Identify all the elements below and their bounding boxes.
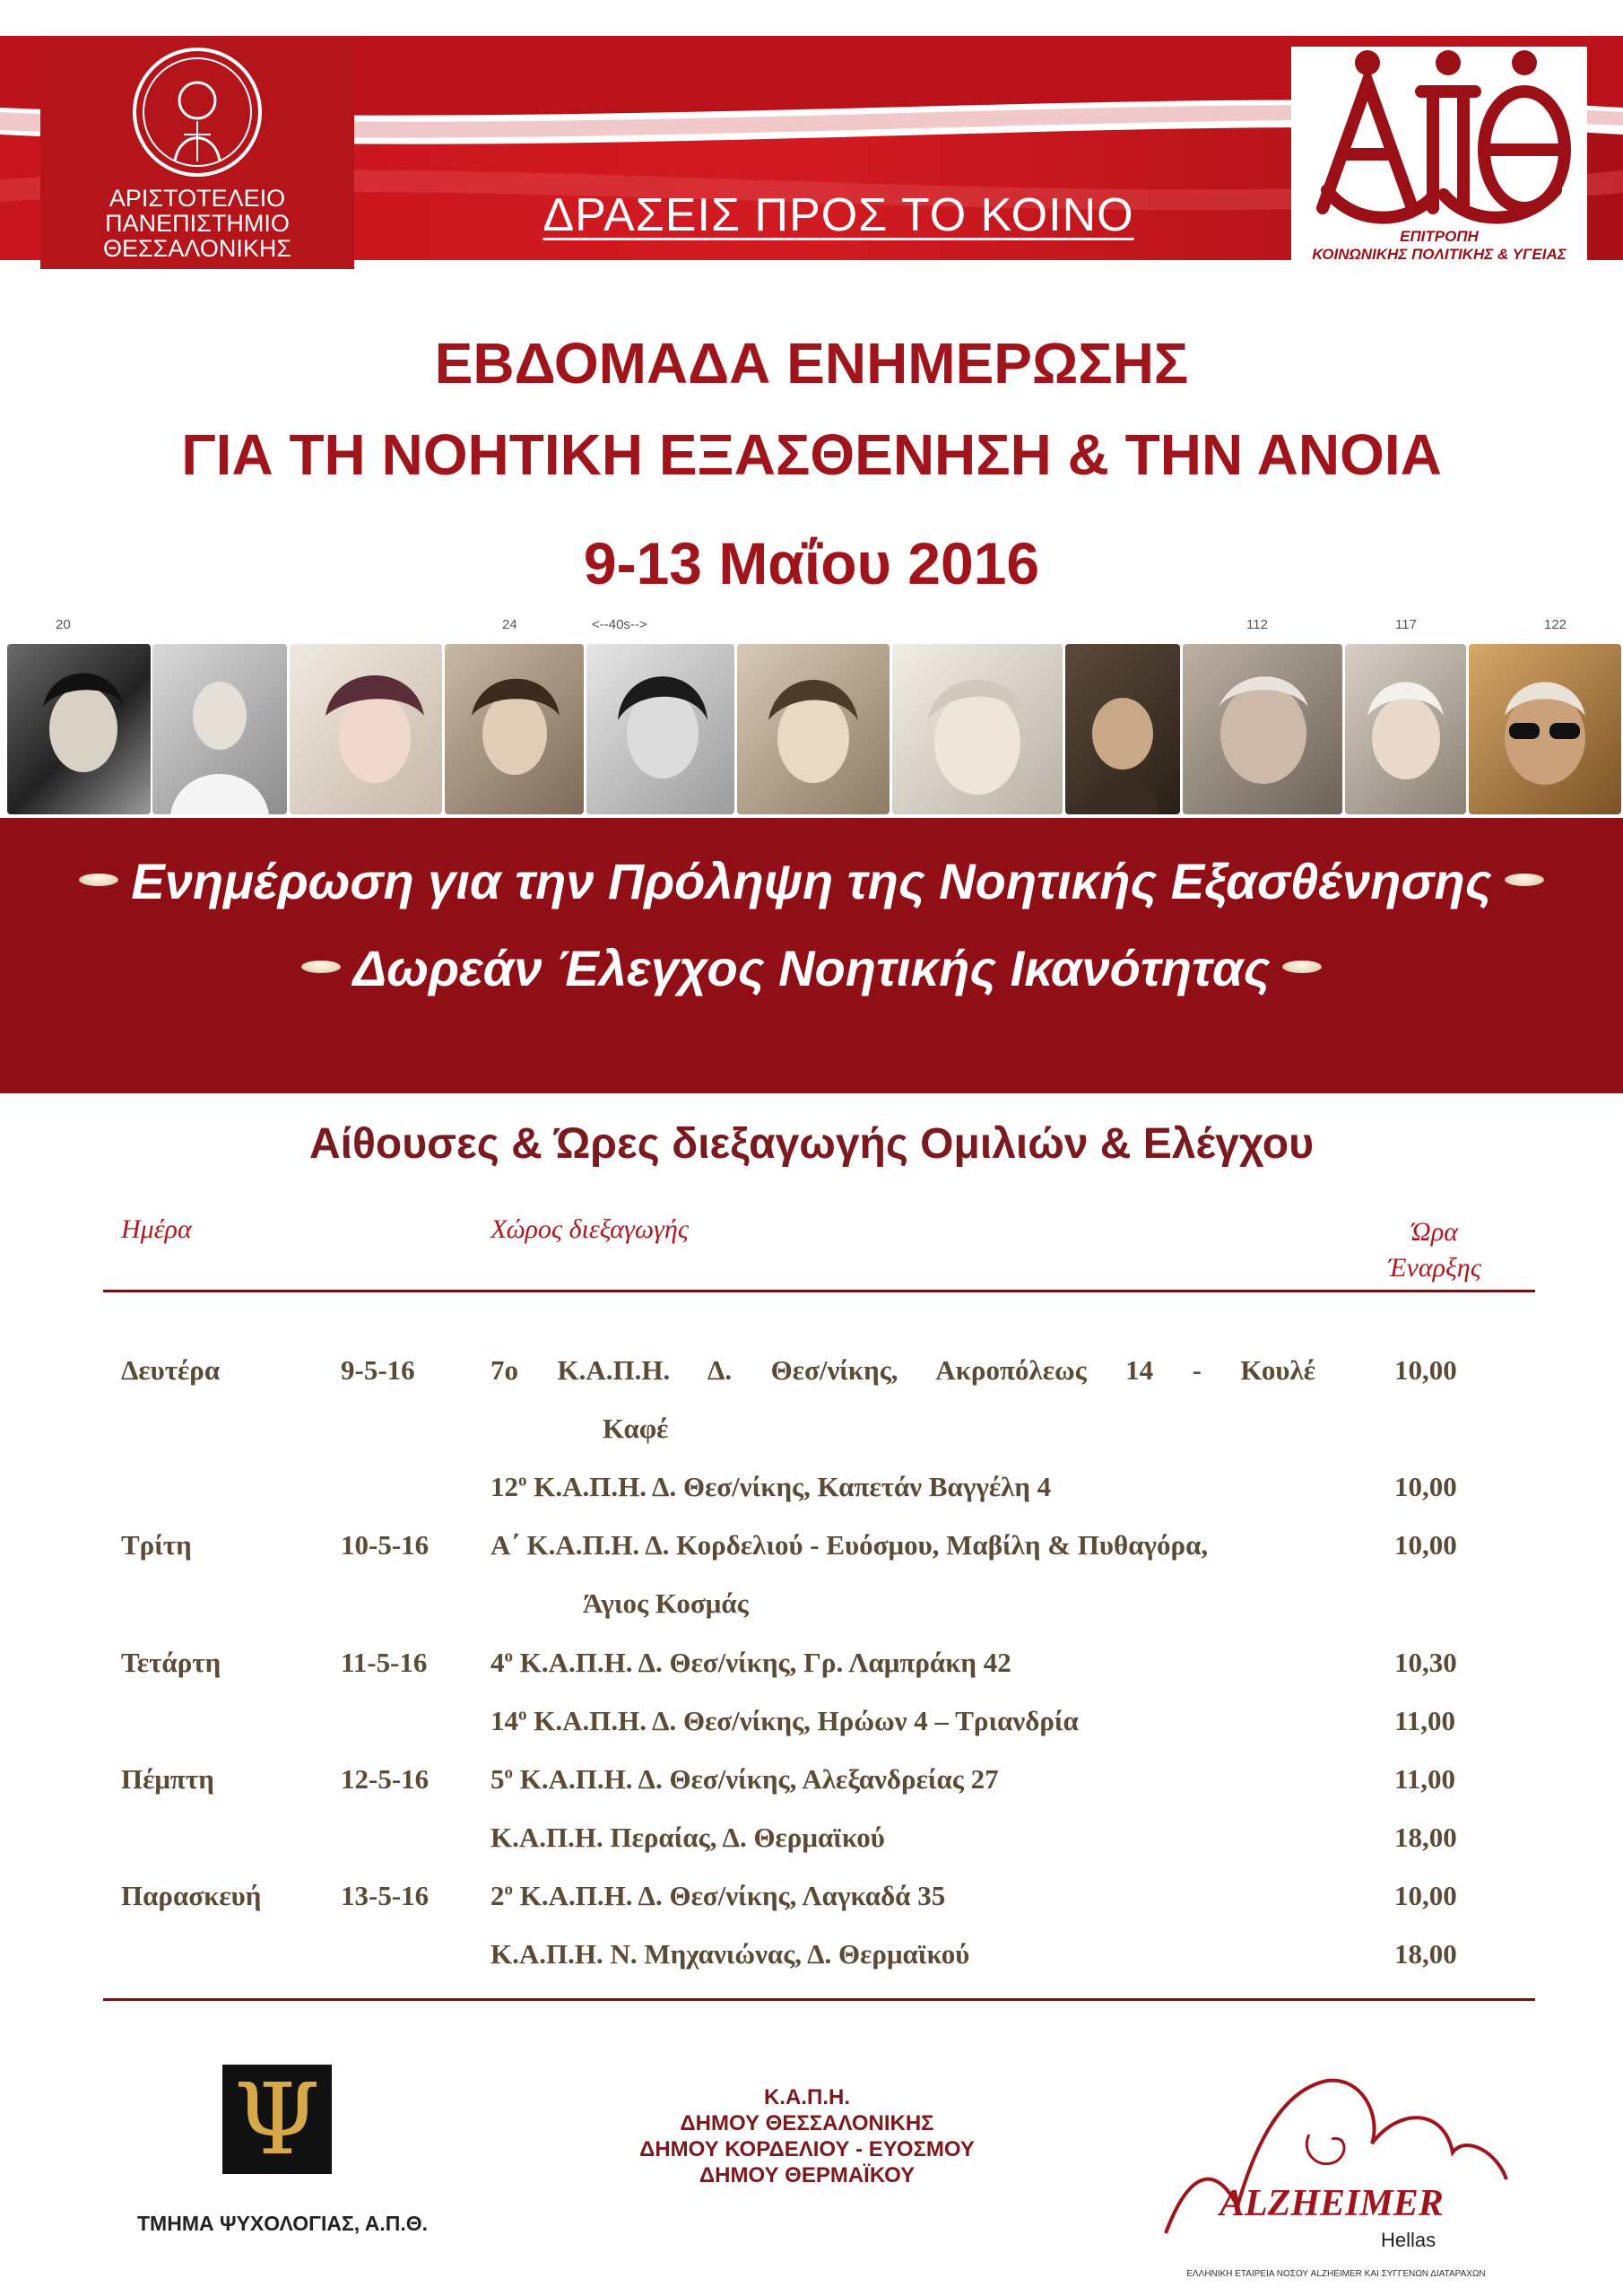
row-venue: Κ.Α.Π.Η. Ν. Μηχανιώνας, Δ. Θερμαϊκού	[490, 1938, 970, 1970]
footer-rule	[103, 1998, 1535, 2001]
info-banner	[0, 818, 1623, 1093]
row-day: Πέμπτη	[121, 1763, 214, 1795]
row-venue: $12^o$ Κ.Α.Π.Η. Δ. Θεσ/νίκης, Καπετάν Βαγγέλη 4	[490, 1471, 1052, 1502]
table-row	[0, 1763, 1623, 1821]
psychology-department-name: ΤΜΗΜΑ ΨΥΧΟΛΟΓΙΑΣ, Α.Π.Θ.	[137, 2212, 428, 2235]
column-header-venue: Χώρος διεξαγωγής	[490, 1214, 689, 1244]
table-row-continuation	[0, 1587, 1623, 1645]
portrait-photo	[892, 644, 1063, 814]
committee-logo	[1291, 47, 1587, 269]
aristotle-seal-icon	[130, 45, 265, 179]
apth-monogram-icon	[1300, 47, 1578, 224]
portrait-photo	[7, 644, 151, 814]
row-time: 18,00	[1394, 1822, 1457, 1853]
university-logo	[40, 38, 354, 269]
title-line-1: ΕΒΔΟΜΑΔΑ ΕΝΗΜΕΡΩΣΗΣ	[434, 331, 1189, 396]
row-date: 11-5-16	[341, 1647, 428, 1678]
header	[0, 0, 1623, 291]
table-row	[0, 1938, 1623, 1996]
alzheimer-hellas-sub: Hellas	[1381, 2229, 1436, 2251]
table-row	[0, 1471, 1623, 1528]
table-row	[0, 1822, 1623, 1879]
footer	[0, 2054, 1623, 2296]
portrait-photo	[1345, 644, 1466, 814]
committee-name: ΕΠΙΤΡΟΠΗ ΚΟΙΝΩΝΙΚΗΣ ΠΟΛΙΤΙΚΗΣ & ΥΓΕΙΑΣ	[1312, 228, 1567, 263]
row-time: 10,00	[1394, 1354, 1457, 1386]
row-venue: 7ο Κ.Α.Π.Η. Δ. Θεσ/νίκης, Ακροπόλεως 14 - Κουλέ	[490, 1354, 1315, 1386]
row-time: 10,00	[1394, 1471, 1457, 1502]
table-row	[0, 1880, 1623, 1937]
row-venue-cont: Καφέ	[603, 1413, 669, 1444]
portrait-photo	[152, 644, 287, 814]
table-row	[0, 1354, 1623, 1412]
row-date: 10-5-16	[341, 1529, 430, 1561]
title-line-2: ΓΙΑ ΤΗ ΝΟΗΤΙΚΗ ΕΞΑΣΘΕΝΗΣΗ & ΤΗΝ ΑΝΟΙΑ	[181, 422, 1442, 487]
header-tagline: ΔΡΑΣΕΙΣ ΠΡΟΣ ΤΟ ΚΟΙΝΟ	[542, 189, 1134, 241]
bullet-icon	[1505, 874, 1544, 886]
column-header-day: Ημέρα	[121, 1214, 192, 1244]
row-venue: Κ.Α.Π.Η. Περαίας, Δ. Θερμαϊκού	[490, 1822, 885, 1853]
row-venue-cont: Άγιος Κοσμάς	[583, 1587, 749, 1619]
university-name: ΑΡΙΣΤΟΤΕΛΕΙΟ ΠΑΝΕΠΙΣΤΗΜΙΟ ΘΕΣΣΑΛΟΝΙΚΗΣ	[102, 185, 292, 262]
portrait-photo	[1065, 644, 1180, 814]
age-label: 24	[502, 617, 517, 632]
row-venue: $14^o$ Κ.Α.Π.Η. Δ. Θεσ/νίκης, Ηρώων 4 – Τριανδρία	[490, 1705, 1079, 1736]
schedule-heading: Αίθουσες & Ώρες διεξαγωγής Ομιλιών & Ελέγχου	[308, 1120, 1315, 1168]
column-header-time: Ώρα Έναρξης	[1388, 1217, 1481, 1283]
alzheimer-wordmark: ALZHEIMER	[1219, 2183, 1444, 2224]
kapi-organizers: Κ.Α.Π.Η. ΔΗΜΟΥ ΘΕΣΣΑΛΟΝΙΚΗΣ ΔΗΜΟΥ ΚΟΡΔΕΛΙΟΥ - ΕΥΟΣΜΟΥ ΔΗΜΟΥ ΘΕΡΜΑΪΚΟΥ	[639, 2085, 975, 2187]
age-label: 122	[1544, 617, 1567, 632]
row-time: 11,00	[1394, 1763, 1456, 1795]
table-row	[0, 1647, 1623, 1704]
table-row	[0, 1529, 1623, 1587]
row-venue: $5^o$ Κ.Α.Π.Η. Δ. Θεσ/νίκης, Αλεξανδρείας 27	[490, 1763, 999, 1795]
portrait-photo	[290, 644, 442, 814]
portrait-photo	[586, 644, 734, 814]
portrait-photo	[737, 644, 890, 814]
bullet-icon	[301, 961, 341, 973]
event-dates: 9-13 Μαΐου 2016	[583, 530, 1040, 596]
alzheimer-society-caption: ΕΛΛΗΝΙΚΗ ΕΤΑΙΡΕΙΑ ΝΟΣΟΥ ALZHEIMER ΚΑΙ ΣΥΓΓΕΝΩΝ ΔΙΑΤΑΡΑΧΩΝ	[1186, 2269, 1486, 2279]
row-day: Δευτέρα	[121, 1354, 221, 1386]
banner-line-1: Ενημέρωση για την Πρόληψη της Νοητικής Εξασθένησης	[0, 852, 1623, 910]
table-row	[0, 1705, 1623, 1762]
row-date: 13-5-16	[341, 1880, 430, 1911]
row-time: 10,30	[1394, 1647, 1457, 1678]
age-label: 20	[56, 617, 71, 632]
row-venue: $2^o$ Κ.Α.Π.Η. Δ. Θεσ/νίκης, Λαγκαδά 35	[490, 1880, 946, 1911]
row-venue: $4^o$ Κ.Α.Π.Η. Δ. Θεσ/νίκης, Γρ. Λαμπράκη 42	[490, 1647, 1011, 1678]
portrait-photo	[1469, 644, 1621, 814]
bullet-icon	[1282, 961, 1322, 973]
row-venue: Α΄ Κ.Α.Π.Η. Δ. Κορδελιού - Ευόσμου, Μαβίλη & Πυθαγόρα,	[490, 1529, 1209, 1561]
bullet-icon	[79, 874, 118, 886]
psychology-logo: Ψ	[222, 2065, 332, 2174]
banner-line-2: Δωρεάν Έλεγχος Νοητικής Ικανότητας	[0, 939, 1623, 997]
age-label: 112	[1246, 617, 1268, 632]
age-label: <--40s-->	[592, 617, 647, 632]
row-time: 18,00	[1394, 1938, 1457, 1970]
row-time: 11,00	[1394, 1705, 1456, 1736]
table-row-continuation	[0, 1413, 1623, 1470]
alzheimer-hellas-logo	[1157, 2054, 1515, 2260]
row-time: 10,00	[1394, 1529, 1457, 1561]
header-rule	[103, 1290, 1535, 1292]
row-time: 10,00	[1394, 1880, 1457, 1911]
portrait-photo	[445, 644, 584, 814]
row-date: 9-5-16	[341, 1354, 415, 1386]
row-day: Τρίτη	[121, 1529, 192, 1561]
row-day: Τετάρτη	[121, 1647, 221, 1678]
portrait-strip	[0, 610, 1623, 816]
portrait-photo	[1183, 644, 1342, 814]
age-label: 117	[1395, 617, 1417, 632]
row-date: 12-5-16	[341, 1763, 430, 1795]
row-day: Παρασκευή	[121, 1880, 262, 1911]
